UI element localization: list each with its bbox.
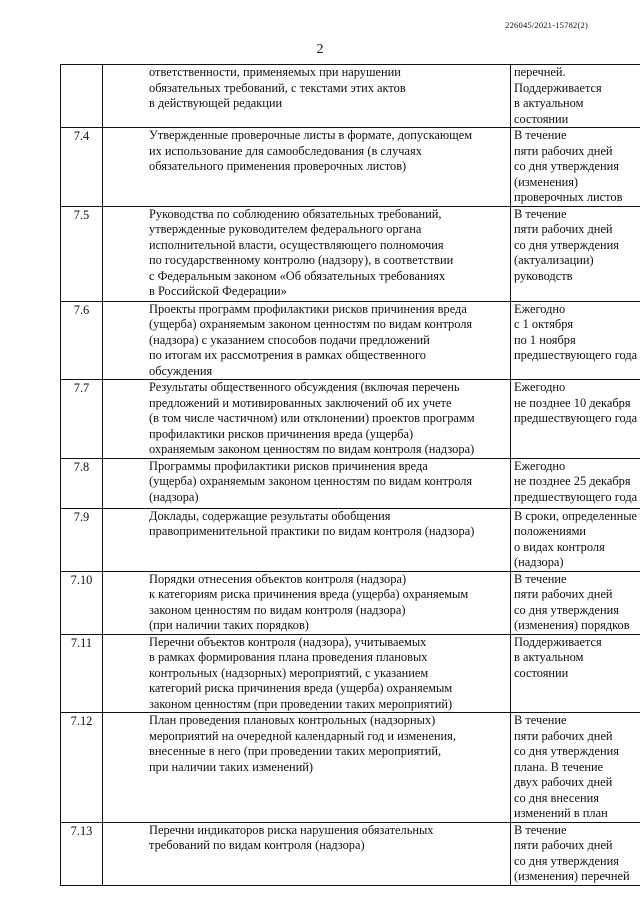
row-number-cell (61, 128, 103, 207)
table-row (61, 634, 640, 713)
table-row (61, 458, 640, 508)
row-term: В течение пяти рабочих дней со дня утверждения (изменения) перечней (514, 822, 630, 883)
row-number-cell (61, 713, 103, 823)
row-description: Перечни объектов контроля (надзора), учитываемых в рамках формирования плана проведения плановых контрольных (надзорных) мероприятий, с указанием категорий риска причинения вреда (ущерба) охраняемым законом ценностям (при проведении таких мероприятий) (149, 634, 453, 711)
row-description-cell (103, 380, 511, 459)
row-number: 7.6 (73, 302, 90, 317)
document-registration-number: 226045/2021-15782(2) (505, 20, 588, 30)
row-description-cell (103, 128, 511, 207)
row-number-cell (61, 508, 103, 571)
row-term-cell (511, 508, 640, 571)
table-row (61, 713, 640, 823)
row-number-cell (61, 822, 103, 885)
row-term: Ежегодно с 1 октября по 1 ноября предшествующего года (514, 301, 638, 362)
row-description-cell (103, 634, 511, 713)
row-term: Поддерживается в актуальном состоянии (514, 634, 602, 680)
row-description: Программы профилактики рисков причинения вреда (ущерба) охраняемым законом ценностям по видам контроля (надзора) (149, 458, 473, 504)
row-term-cell (511, 380, 640, 459)
row-term: Ежегодно не позднее 10 декабря предшествующего года (514, 380, 638, 425)
row-description: План проведения плановых контрольных (надзорных) мероприятий на очередной календарный год и изменения, внесенные в него (при проведении таких мероприятий, при наличии таких изменений) (149, 713, 456, 774)
table-row (61, 508, 640, 571)
table-row (61, 822, 640, 885)
row-term-cell (511, 634, 640, 713)
row-number-cell (61, 301, 103, 380)
row-description-cell (103, 713, 511, 823)
row-term-cell (511, 458, 640, 508)
row-description: Утвержденные проверочные листы в формате, допускающем их использование для самообследования (в случаях обязательного применения проверочных листов) (149, 128, 473, 173)
disclosure-table (60, 64, 640, 886)
row-description-cell (103, 822, 511, 885)
row-number: 7.7 (73, 381, 90, 395)
row-term-cell (511, 206, 640, 301)
table-row (61, 301, 640, 380)
row-description-cell (103, 206, 511, 301)
row-number: 7.10 (70, 572, 93, 587)
row-term: В сроки, определенные положениями о видах контроля (надзора) (514, 508, 638, 569)
row-term-cell (511, 301, 640, 380)
row-number-cell (61, 65, 103, 128)
row-term: В течение пяти рабочих дней со дня утверждения (актуализации) руководств (514, 206, 619, 283)
row-description: Порядки отнесения объектов контроля (надзора) к категориям риска причинения вреда (ущерба) охраняемым законом ценностям по видам контроля (надзора) (при наличии таких порядков) (149, 571, 469, 632)
row-number (61, 65, 102, 66)
row-term: В течение пяти рабочих дней со дня утверждения плана. В течение двух рабочих дней со дня внесения изменений в план (514, 713, 619, 820)
page-number: 2 (316, 42, 324, 57)
table-row (61, 571, 640, 634)
row-description-cell (103, 458, 511, 508)
row-number: 7.12 (70, 714, 93, 728)
row-description: ответственности, применяемых при нарушении обязательных требований, с текстами этих актов в действующей редакции (149, 65, 406, 110)
row-number: 7.8 (73, 459, 90, 474)
row-term-cell (511, 571, 640, 634)
row-number-cell (61, 634, 103, 713)
row-number: 7.13 (70, 823, 93, 838)
row-description-cell (103, 571, 511, 634)
row-number: 7.9 (73, 509, 90, 524)
row-description-cell (103, 65, 511, 128)
row-number-cell (61, 458, 103, 508)
row-term-cell (511, 713, 640, 823)
row-number-cell (61, 206, 103, 301)
row-description: Доклады, содержащие результаты обобщения правоприменительной практики по видам контроля (надзора) (149, 508, 475, 538)
table-row (61, 380, 640, 459)
row-number: 7.4 (73, 129, 90, 143)
table-row (61, 128, 640, 207)
row-description: Перечни индикаторов риска нарушения обязательных требований по видам контроля (надзора) (149, 822, 434, 852)
row-description: Руководства по соблюдению обязательных требований, утвержденные руководителем федерального органа исполнительной власти, осуществляющего полномочия по государственному контролю (надзору), в соответствии с Федеральным законом «Об обязательных требованиях в Российской Федерации» (149, 206, 454, 298)
row-description: Результаты общественного обсуждения (включая перечень предложений и мотивированных заключений об их учете (в том числе частичном) или отклонении) проектов программ профилактики рисков причинения вреда (ущерба) охраняемым законом ценностям по видам контроля (надзора) (149, 380, 475, 456)
row-term: В течение пяти рабочих дней со дня утверждения (изменения) порядков (514, 571, 630, 632)
row-number: 7.11 (70, 635, 93, 650)
table-row (61, 206, 640, 301)
row-term-cell (511, 822, 640, 885)
row-description-cell (103, 508, 511, 571)
row-term: В течение пяти рабочих дней со дня утверждения (изменения) проверочных листов (514, 128, 623, 204)
row-description: Проекты программ профилактики рисков причинения вреда (ущерба) охраняемым законом ценностям по видам контроля (надзора) с указанием способов подачи предложений по итогам их рассмотрения в рамках общественного обсуждения (149, 301, 473, 378)
row-description-cell (103, 301, 511, 380)
row-term: перечней. Поддерживается в актуальном состоянии (514, 65, 602, 126)
row-number: 7.5 (73, 207, 90, 222)
row-term-cell (511, 128, 640, 207)
row-number-cell (61, 380, 103, 459)
table-row (61, 65, 640, 128)
row-term-cell (511, 65, 640, 128)
row-number-cell (61, 571, 103, 634)
row-term: Ежегодно не позднее 25 декабря предшествующего года (514, 458, 638, 504)
